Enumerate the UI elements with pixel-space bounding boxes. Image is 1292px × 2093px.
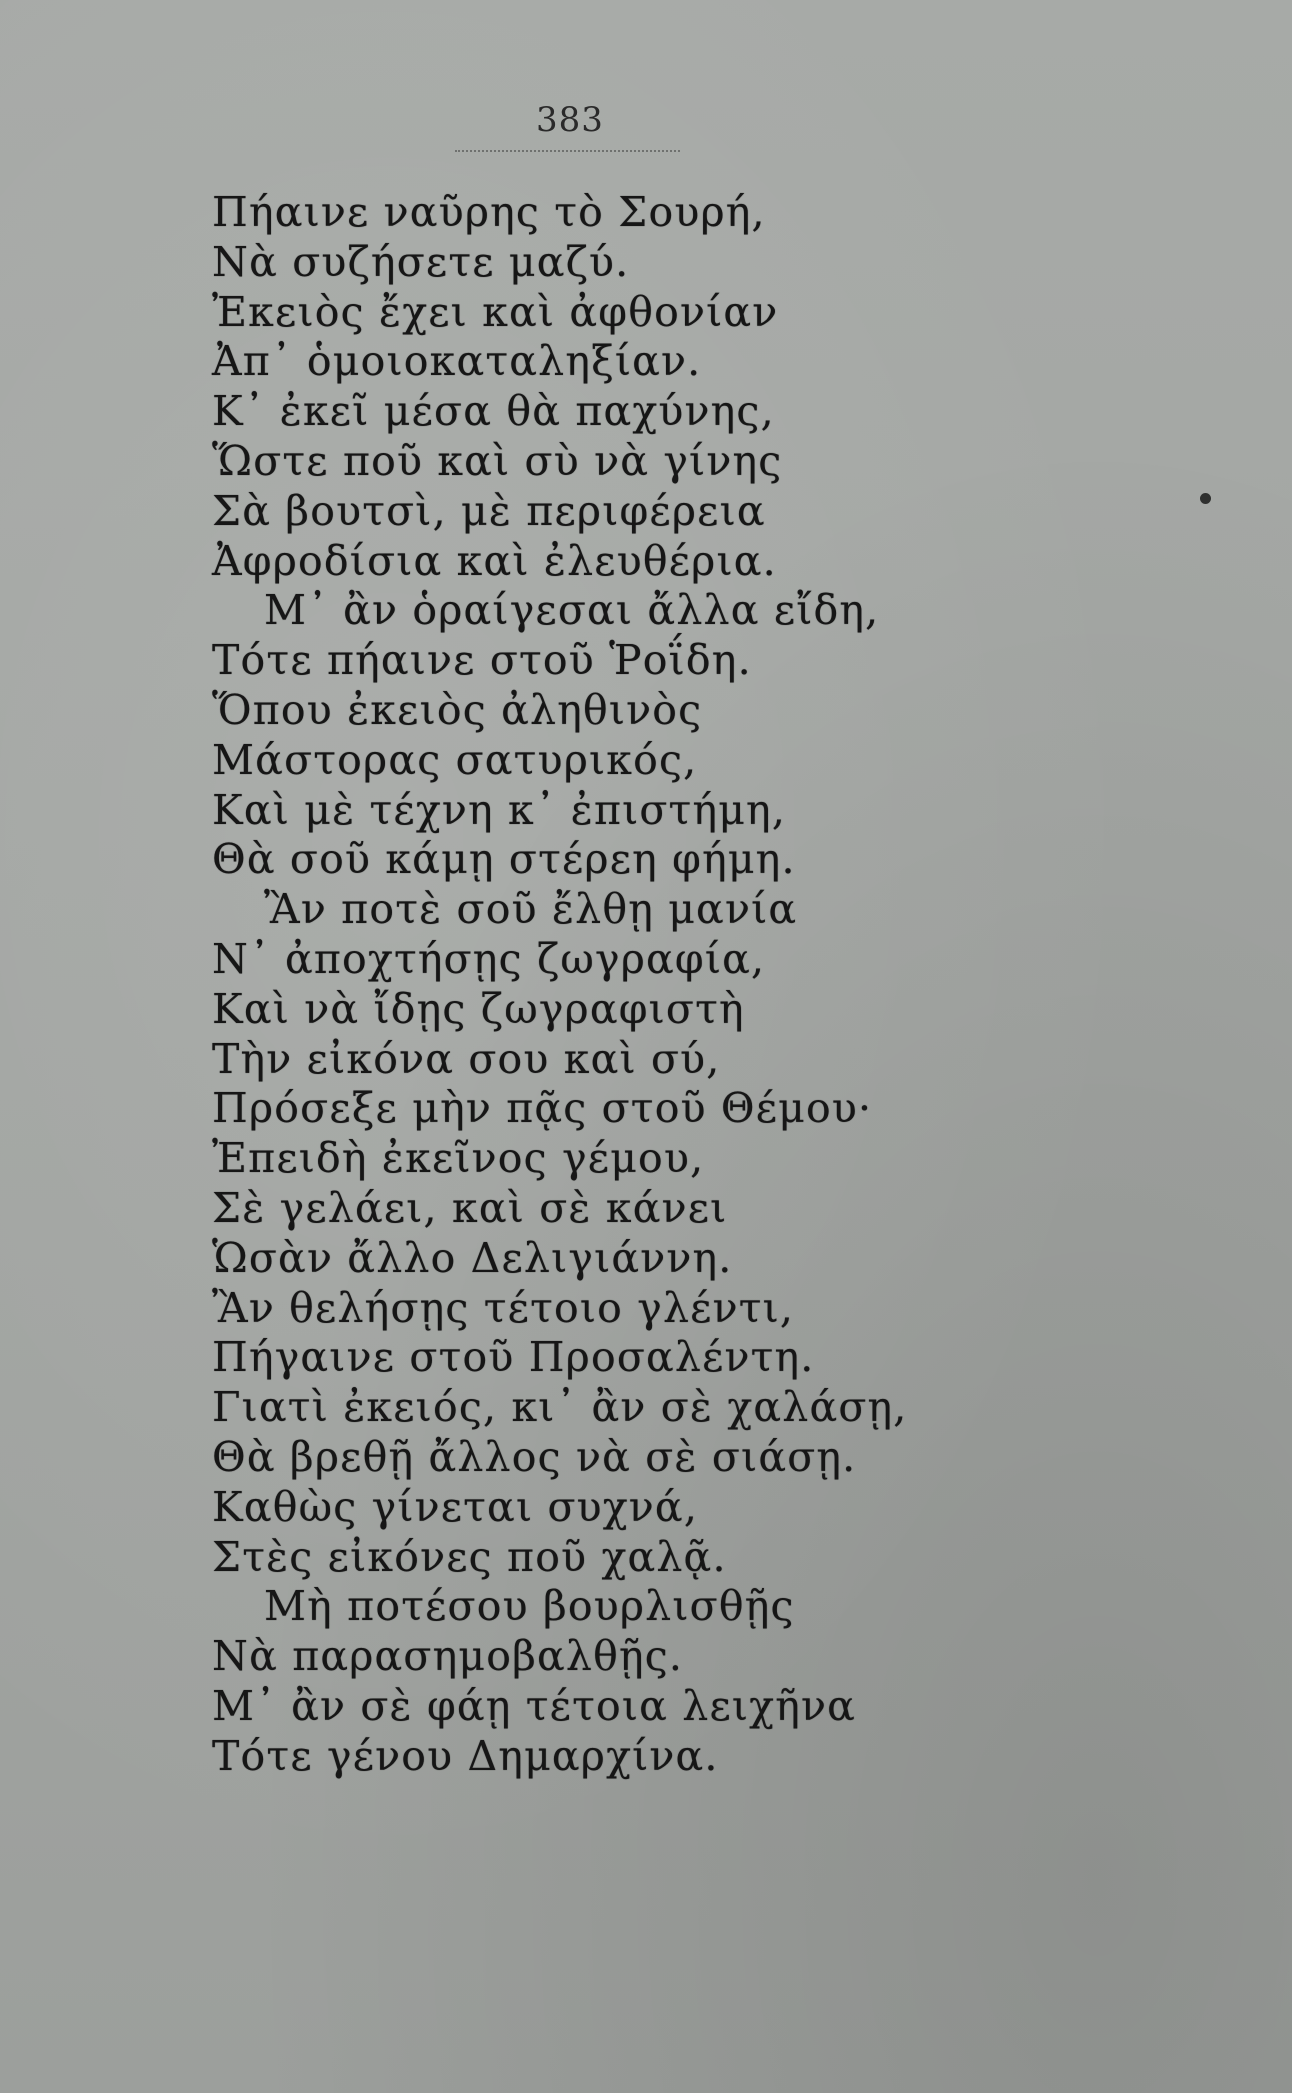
poem-line: Ἂν θελήσῃς τέτοιο γλέντι,	[212, 1283, 795, 1332]
poem-line: Γιατὶ ἐκειός, κι᾽ ἂν σὲ χαλάσῃ,	[212, 1383, 908, 1432]
poem-line: Θὰ σοῦ κάμῃ στέρεη φήμη.	[212, 835, 796, 884]
poem-text	[212, 188, 1192, 1782]
poem-line: Θὰ βρεθῇ ἄλλος νὰ σὲ σιάσῃ.	[212, 1432, 857, 1481]
poem-line: Νὰ συζήσετε μαζύ.	[212, 237, 630, 286]
poem-line: Καὶ νὰ ἴδῃς ζωγραφιστὴ	[212, 984, 745, 1033]
poem-line: Ὥστε ποῦ καὶ σὺ νὰ γίνης	[212, 436, 783, 485]
poem-line: Τότε πήαινε στοῦ Ῥοΐδη.	[212, 636, 752, 685]
poem-line: Ἐκειὸς ἔχει καὶ ἀφθονίαν	[212, 287, 779, 336]
poem-line: Ἀφροδίσια καὶ ἐλευθέρια.	[212, 536, 777, 585]
poem-line: Μ᾽ ἂν σὲ φάῃ τέτοια λειχῆνα	[212, 1681, 856, 1730]
poem-line: Ὡσὰν ἄλλο Δελιγιάννη.	[212, 1233, 733, 1282]
poem-line: Πήαινε ναῦρης τὸ Σουρή,	[212, 188, 766, 236]
poem-line: Τὴν εἰκόνα σου καὶ σύ,	[212, 1034, 721, 1083]
poem-line: Καὶ μὲ τέχνη κ᾽ ἐπιστήμη,	[212, 785, 787, 834]
poem-line: Σὲ γελάει, καὶ σὲ κάνει	[212, 1183, 728, 1232]
page-number-rule	[455, 150, 680, 152]
ink-speck	[1200, 493, 1211, 504]
poem-line: Ν᾽ ἀποχτήσῃς ζωγραφία,	[212, 934, 766, 983]
poem-line: Ἀπ᾽ ὁμοιοκαταληξίαν.	[212, 337, 702, 386]
page-number: 383	[536, 100, 604, 140]
poem-line: Πήγαινε στοῦ Προσαλέντη.	[212, 1333, 815, 1382]
poem-line: Ἂν ποτὲ σοῦ ἔλθῃ μανία	[264, 885, 798, 934]
poem-line: Σὰ βουτσὶ, μὲ περιφέρεια	[212, 486, 766, 535]
poem-line: Νὰ παρασημοβαλθῇς.	[212, 1632, 684, 1681]
poem-line: Μάστορας σατυρικός,	[212, 735, 698, 784]
poem-line: Κ᾽ ἐκεῖ μέσα θὰ παχύνης,	[212, 387, 775, 436]
poem-line: Τότε γένου Δημαρχίνα.	[212, 1731, 719, 1780]
poem-line: Καθὼς γίνεται συχνά,	[212, 1482, 699, 1531]
poem-line: Μὴ ποτέσου βουρλισθῇς	[264, 1582, 795, 1631]
poem-line: Ὅπου ἐκειὸς ἀληθινὸς	[212, 685, 703, 734]
poem-line: Ἐπειδὴ ἐκεῖνος γέμου,	[212, 1134, 705, 1183]
poem-line: Στὲς εἰκόνες ποῦ χαλᾷ.	[212, 1532, 727, 1581]
poem-line: Πρόσεξε μὴν πᾷς στοῦ Θέμου·	[212, 1084, 873, 1133]
poem-line: Μ᾽ ἂν ὁραίγεσαι ἄλλα εἴδη,	[264, 586, 880, 635]
